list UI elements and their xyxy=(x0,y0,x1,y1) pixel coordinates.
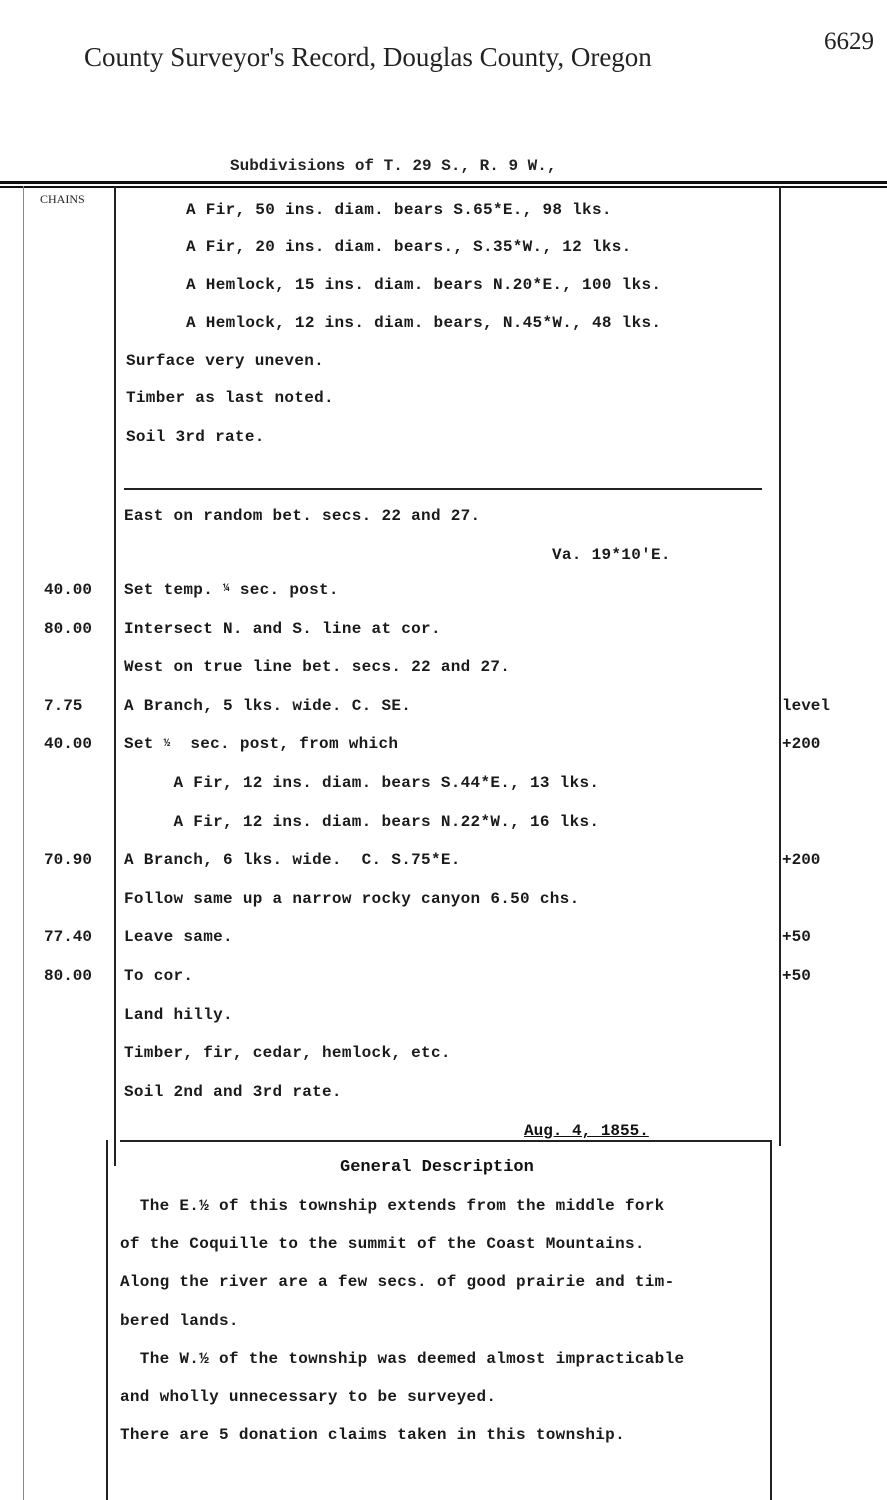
note-line: A Fir, 12 ins. diam. bears N.22*W., 16 lks. xyxy=(124,812,600,831)
record-header: County Surveyor's Record, Douglas County, Oregon xyxy=(84,42,652,72)
chain-distance: 80.00 xyxy=(44,619,93,638)
description-line: The E.½ of this township extends from the middle fork xyxy=(120,1197,665,1215)
note-line: A Hemlock, 15 ins. diam. bears N.20*E., 100 lks. xyxy=(186,276,662,294)
survey-date: Aug. 4, 1855. xyxy=(524,1122,649,1140)
description-line: bered lands. xyxy=(120,1311,239,1330)
elevation-note: level xyxy=(782,696,831,715)
note-line: Land hilly. xyxy=(124,1005,233,1024)
note-line: A Fir, 12 ins. diam. bears S.44*E., 13 lks. xyxy=(124,774,600,792)
description-line: The W.½ of the township was deemed almost impracticable xyxy=(120,1349,685,1368)
variation-note: Va. 19*10'E. xyxy=(552,546,671,564)
note-line: Soil 3rd rate. xyxy=(126,428,265,446)
chains-column-header: CHAINS xyxy=(40,192,85,206)
note-line: Intersect N. and S. line at cor. xyxy=(124,619,441,638)
chain-distance: 80.00 xyxy=(44,967,93,985)
elevation-note: +50 xyxy=(782,967,811,985)
section-subtitle: Subdivisions of T. 29 S., R. 9 W., xyxy=(230,157,557,175)
elevation-note: +200 xyxy=(782,735,821,754)
description-line: Along the river are a few secs. of good prairie and tim- xyxy=(120,1273,675,1292)
section-rule xyxy=(124,488,762,490)
elevation-note: +200 xyxy=(782,851,821,870)
chains-divider xyxy=(114,186,116,1166)
note-line: Timber as last noted. xyxy=(126,389,334,407)
right-divider-lower xyxy=(770,1140,772,1500)
note-line: A Fir, 20 ins. diam. bears., S.35*W., 12 lks. xyxy=(186,238,632,256)
chains-divider-lower xyxy=(106,1140,108,1500)
left-border xyxy=(23,186,24,1500)
top-rule-second xyxy=(0,186,887,188)
description-line: and wholly unnecessary to be surveyed. xyxy=(120,1388,497,1406)
note-line: A Hemlock, 12 ins. diam. bears, N.45*W., 48 lks. xyxy=(186,314,662,332)
elevation-note: +50 xyxy=(782,928,811,947)
date-rule xyxy=(120,1140,770,1142)
note-line: East on random bet. secs. 22 and 27. xyxy=(124,507,481,525)
note-line: A Branch, 5 lks. wide. C. SE. xyxy=(124,696,412,715)
chain-distance: 40.00 xyxy=(44,735,93,754)
note-line: A Fir, 50 ins. diam. bears S.65*E., 98 lks. xyxy=(186,201,612,219)
note-line: A Branch, 6 lks. wide. C. S.75*E. xyxy=(124,851,461,870)
chain-distance: 77.40 xyxy=(44,928,93,947)
note-line: Follow same up a narrow rocky canyon 6.50 chs. xyxy=(124,889,580,908)
right-divider xyxy=(779,186,781,1146)
page-number: 6629 xyxy=(824,28,874,55)
description-line: of the Coquille to the summit of the Coast Mountains. xyxy=(120,1235,645,1254)
note-line: To cor. xyxy=(124,967,194,985)
chain-distance: 7.75 xyxy=(44,696,83,715)
description-line: There are 5 donation claims taken in this township. xyxy=(120,1426,625,1445)
note-line: Timber, fir, cedar, hemlock, etc. xyxy=(124,1044,451,1063)
top-rule xyxy=(0,181,887,184)
note-line: Soil 2nd and 3rd rate. xyxy=(124,1082,342,1101)
note-line: Surface very uneven. xyxy=(126,352,325,370)
chain-distance: 40.00 xyxy=(44,581,93,599)
note-line: Set temp. ¼ sec. post. xyxy=(124,581,339,599)
note-line: Set ½ sec. post, from which xyxy=(124,735,399,754)
note-line: West on true line bet. secs. 22 and 27. xyxy=(124,658,511,677)
note-line: Leave same. xyxy=(124,928,233,947)
general-description-title: General Description xyxy=(340,1158,534,1177)
chain-distance: 70.90 xyxy=(44,851,93,870)
